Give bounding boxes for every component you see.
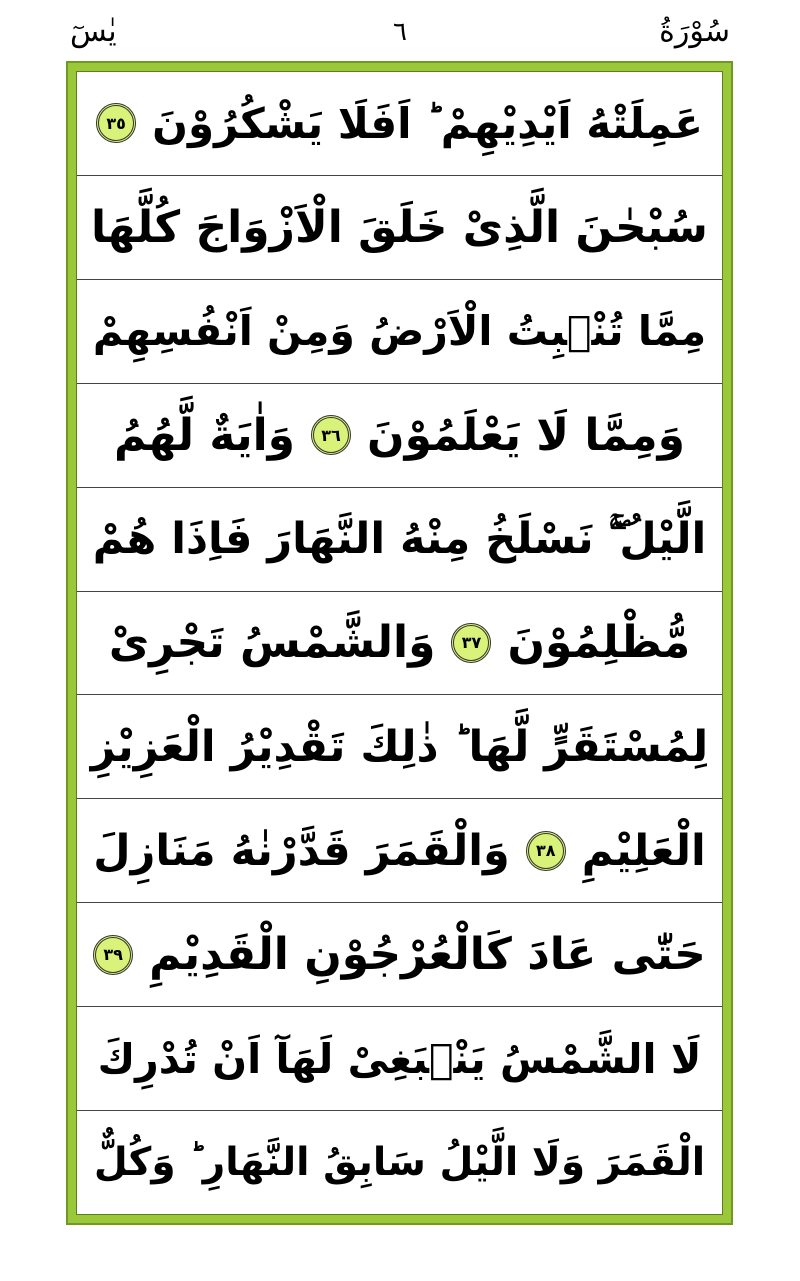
- ayah-number-marker: ٣٩: [93, 935, 133, 975]
- page-number: ٦: [393, 17, 407, 47]
- verse-line-text: [109, 617, 690, 668]
- verse-text: الْعَلِيْمِ: [581, 825, 706, 876]
- verse-text: سُبْحٰنَ الَّذِىْ خَلَقَ الْاَزْوَاجَ كُلَّهَا: [91, 201, 708, 253]
- verse-text: حَتّٰى عَادَ كَالْعُرْجُوْنِ الْقَدِيْمِ: [149, 929, 706, 981]
- verse-line: [77, 176, 722, 280]
- verse-line-text: [93, 929, 706, 980]
- ayah-number-marker: ٣٥: [96, 103, 136, 143]
- verse-text: لَا الشَّمْسُ يَنْۢبَغِىْ لَهَآ اَنْ تُدْرِكَ: [97, 1034, 702, 1083]
- page-border-frame: [66, 61, 733, 1225]
- verse-line-text: [93, 826, 705, 876]
- verse-text: وَاٰيَةٌ لَّهُمُ: [114, 409, 296, 461]
- surah-label: سُوْرَةُ: [659, 14, 730, 49]
- verse-line: [77, 384, 722, 488]
- verse-text: وَالشَّمْسُ تَجْرِىْ: [108, 617, 436, 669]
- verse-line-text: [96, 99, 703, 148]
- verse-text: الْقَمَرَ وَلَا الَّيْلُ سَابِقُ النَّهَارِ ؕ وَكُلٌّ: [93, 1140, 706, 1186]
- verse-line: [77, 799, 722, 903]
- verse-line: [77, 1007, 722, 1111]
- surah-name: یٰسٓ: [70, 14, 117, 49]
- verse-line: [77, 488, 722, 592]
- verse-line: [77, 72, 722, 176]
- verse-lines-panel: [76, 71, 723, 1215]
- verse-line-text: [91, 202, 708, 253]
- verse-line-text: [98, 1035, 702, 1083]
- verse-line-text: [91, 722, 708, 772]
- verse-text: وَمِمَّا لَا يَعْلَمُوْنَ: [367, 409, 685, 461]
- verse-line: [77, 592, 722, 696]
- verse-text: وَالْقَمَرَ قَدَّرْنٰهُ مَنَازِلَ: [93, 825, 510, 876]
- verse-text: لِمُسْتَقَرٍّ لَّهَا ؕ ذٰلِكَ تَقْدِيْرُ الْعَزِيْزِ: [90, 721, 709, 772]
- verse-line: [77, 280, 722, 384]
- verse-line: [77, 1111, 722, 1214]
- ayah-number-marker: ٣٧: [451, 623, 491, 663]
- verse-text: مِمَّا تُنْۢبِتُ الْاَرْضُ وَمِنْ اَنْفُسِهِمْ: [92, 307, 707, 356]
- verse-line-text: [94, 1140, 705, 1185]
- verse-line-text: [93, 514, 707, 564]
- verse-line: [77, 903, 722, 1007]
- page-header: [0, 0, 800, 60]
- ayah-number-marker: ٣٨: [526, 831, 566, 871]
- verse-line: [77, 695, 722, 799]
- verse-text: الَّيْلُ ۖۚ نَسْلَخُ مِنْهُ النَّهَارَ فَاِذَا هُمْ: [92, 514, 707, 565]
- verse-text: مُّظْلِمُوْنَ: [507, 617, 691, 669]
- verse-line-text: [93, 307, 706, 355]
- verse-text: عَمِلَتْهُ اَيْدِيْهِمْ ؕ اَفَلَا يَشْكُرُوْنَ: [152, 98, 703, 148]
- ayah-number-marker: ٣٦: [311, 415, 351, 455]
- verse-line-text: [114, 410, 685, 461]
